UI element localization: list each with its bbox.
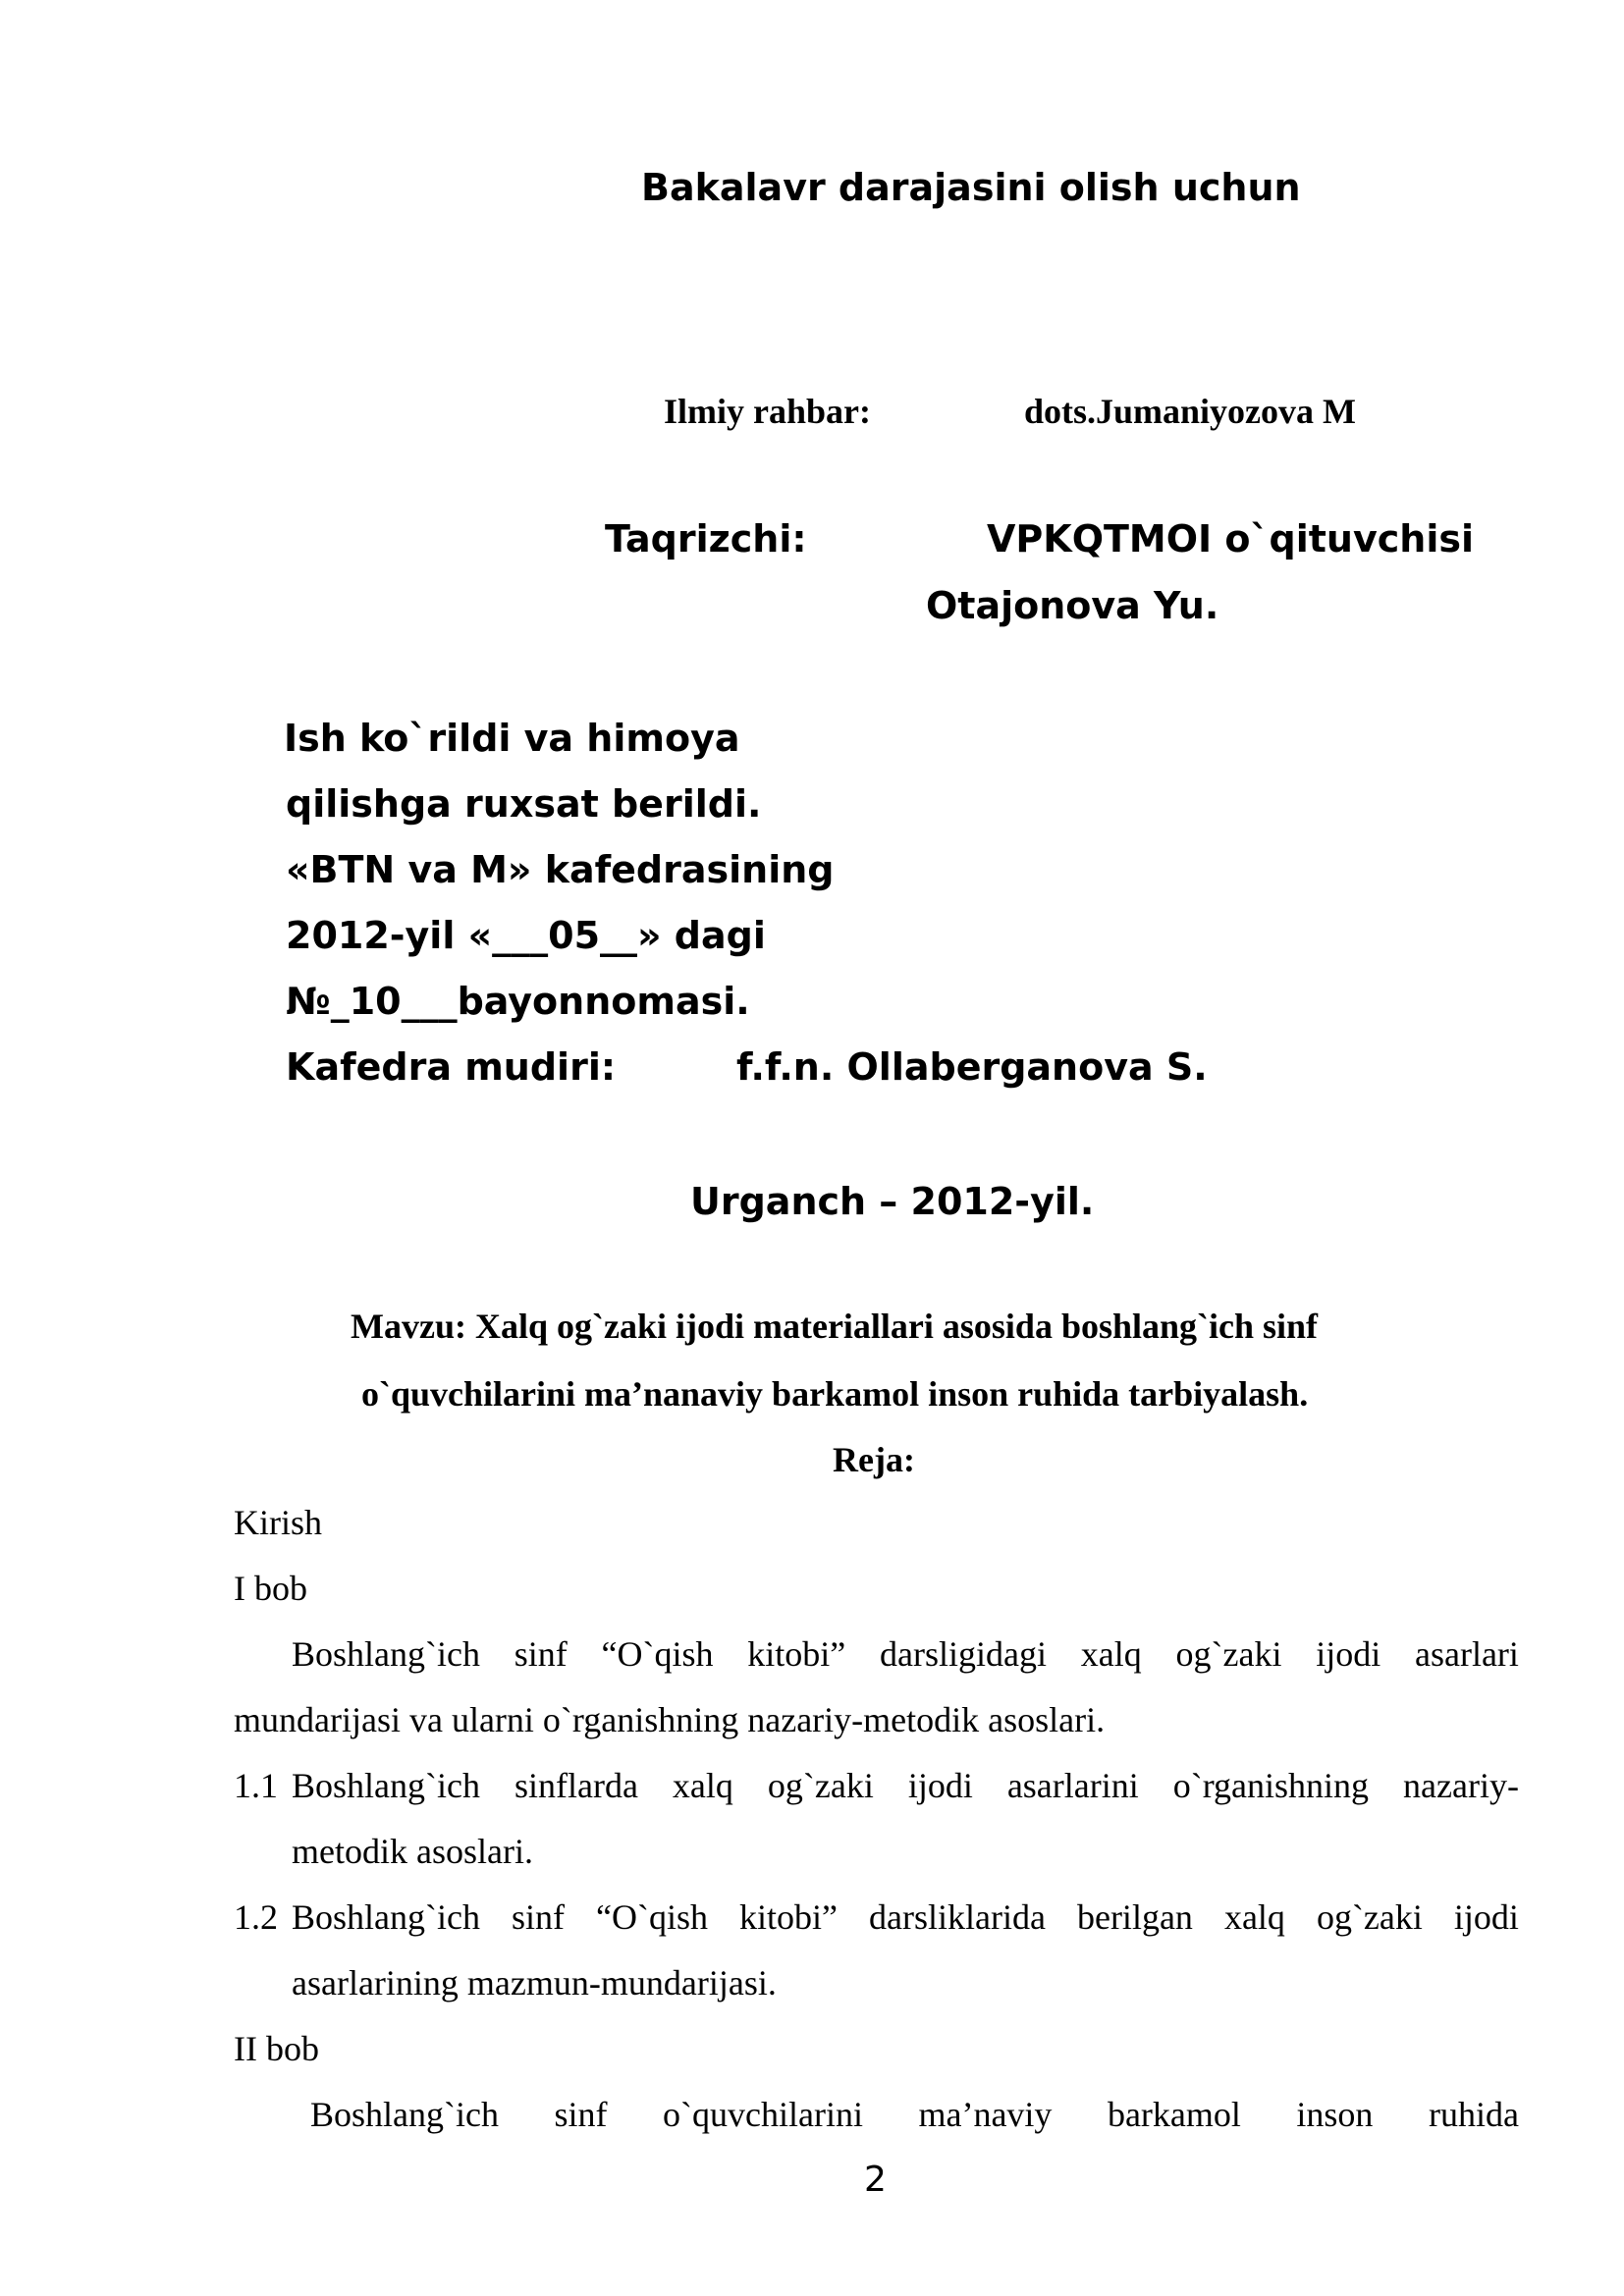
- word: darsliklarida: [869, 1897, 1046, 1937]
- word: barkamol: [1107, 2095, 1241, 2134]
- word: sinf: [554, 2095, 608, 2134]
- word: og`zaki: [767, 1766, 874, 1805]
- word: og`zaki: [1316, 1897, 1423, 1937]
- chapter-2-label: II bob: [234, 2029, 319, 2068]
- plan-title: Reja:: [833, 1440, 915, 1479]
- approval-line: «BTN va M» kafedrasining: [286, 848, 835, 891]
- word: sinflarda: [514, 1766, 638, 1805]
- word: inson: [1296, 2095, 1374, 2134]
- word: xalq: [1223, 1897, 1285, 1937]
- word: o`rganishning: [1172, 1766, 1370, 1805]
- word: xalq: [672, 1766, 733, 1805]
- city-year: Urganch – 2012-yil.: [690, 1180, 1095, 1223]
- word: ijodi: [907, 1766, 973, 1805]
- word: ijodi: [1316, 1634, 1381, 1674]
- chapter-2-title-line: [310, 2097, 1519, 2132]
- word: nazariy-: [1403, 1766, 1519, 1805]
- chapter-1-title-line: mundarijasi va ularni o`rganishning nazariy-metodik asoslari.: [234, 1700, 1106, 1739]
- word: ruhida: [1428, 2095, 1519, 2134]
- word: o`quvchilarini: [663, 2095, 863, 2134]
- word: asarlarini: [1006, 1766, 1139, 1805]
- word: kitobi”: [739, 1897, 838, 1937]
- word: og`zaki: [1175, 1634, 1282, 1674]
- topic-line: Mavzu: Xalq og`zaki ijodi materiallari asosida boshlang`ich sinf: [351, 1307, 1319, 1346]
- word: Boshlang`ich: [292, 1897, 480, 1937]
- approval-line: qilishga ruxsat berildi.: [286, 782, 762, 826]
- approval-line: №_10___bayonnomasi.: [286, 980, 750, 1023]
- approval-line: 2012-yil «___05__» dagi: [286, 914, 766, 957]
- chapter-1-label: I bob: [234, 1569, 307, 1608]
- reviewer-position: VPKQTMOI o`qituvchisi: [987, 517, 1474, 561]
- word: berilgan: [1076, 1897, 1193, 1937]
- topic-line: o`quvchilarini ma’nanaviy barkamol inson ruhida tarbiyalash.: [361, 1374, 1309, 1414]
- word: darsligidagi: [880, 1634, 1047, 1674]
- department-head-label: Kafedra mudiri:: [286, 1045, 617, 1089]
- document-title: Bakalavr darajasini olish uchun: [641, 166, 1301, 209]
- page-number: 2: [864, 2160, 887, 2200]
- word: Boshlang`ich: [292, 1766, 480, 1805]
- word: sinf: [512, 1897, 565, 1937]
- approval-line: Ish ko`rildi va himoya: [284, 717, 740, 760]
- supervisor-label: Ilmiy rahbar:: [664, 392, 871, 431]
- word: xalq: [1080, 1634, 1142, 1674]
- word: ijodi: [1453, 1897, 1519, 1937]
- word: “O`qish: [601, 1634, 714, 1674]
- department-head-name: f.f.n. Ollaberganova S.: [736, 1045, 1208, 1089]
- chapter-1-title-line: [292, 1636, 1519, 1672]
- section-number: 1.2: [234, 1897, 278, 1937]
- word: Boshlang`ich: [292, 1634, 480, 1674]
- section-number: 1.1: [234, 1766, 278, 1805]
- plan-intro: Kirish: [234, 1503, 322, 1542]
- reviewer-name: Otajonova Yu.: [926, 584, 1219, 627]
- word: “O`qish: [596, 1897, 708, 1937]
- section-1-2-line: [292, 1899, 1519, 1935]
- supervisor-name: dots.Jumaniyozova M: [1024, 392, 1357, 431]
- section-1-1-line: [292, 1768, 1519, 1803]
- word: sinf: [514, 1634, 568, 1674]
- word: kitobi”: [747, 1634, 846, 1674]
- reviewer-label: Taqrizchi:: [605, 517, 807, 561]
- word: asarlari: [1415, 1634, 1519, 1674]
- section-1-2-line: asarlarining mazmun-mundarijasi.: [292, 1963, 777, 2002]
- word: ma’naviy: [918, 2095, 1053, 2134]
- word: Boshlang`ich: [310, 2095, 499, 2134]
- section-1-1-line: metodik asoslari.: [292, 1832, 533, 1871]
